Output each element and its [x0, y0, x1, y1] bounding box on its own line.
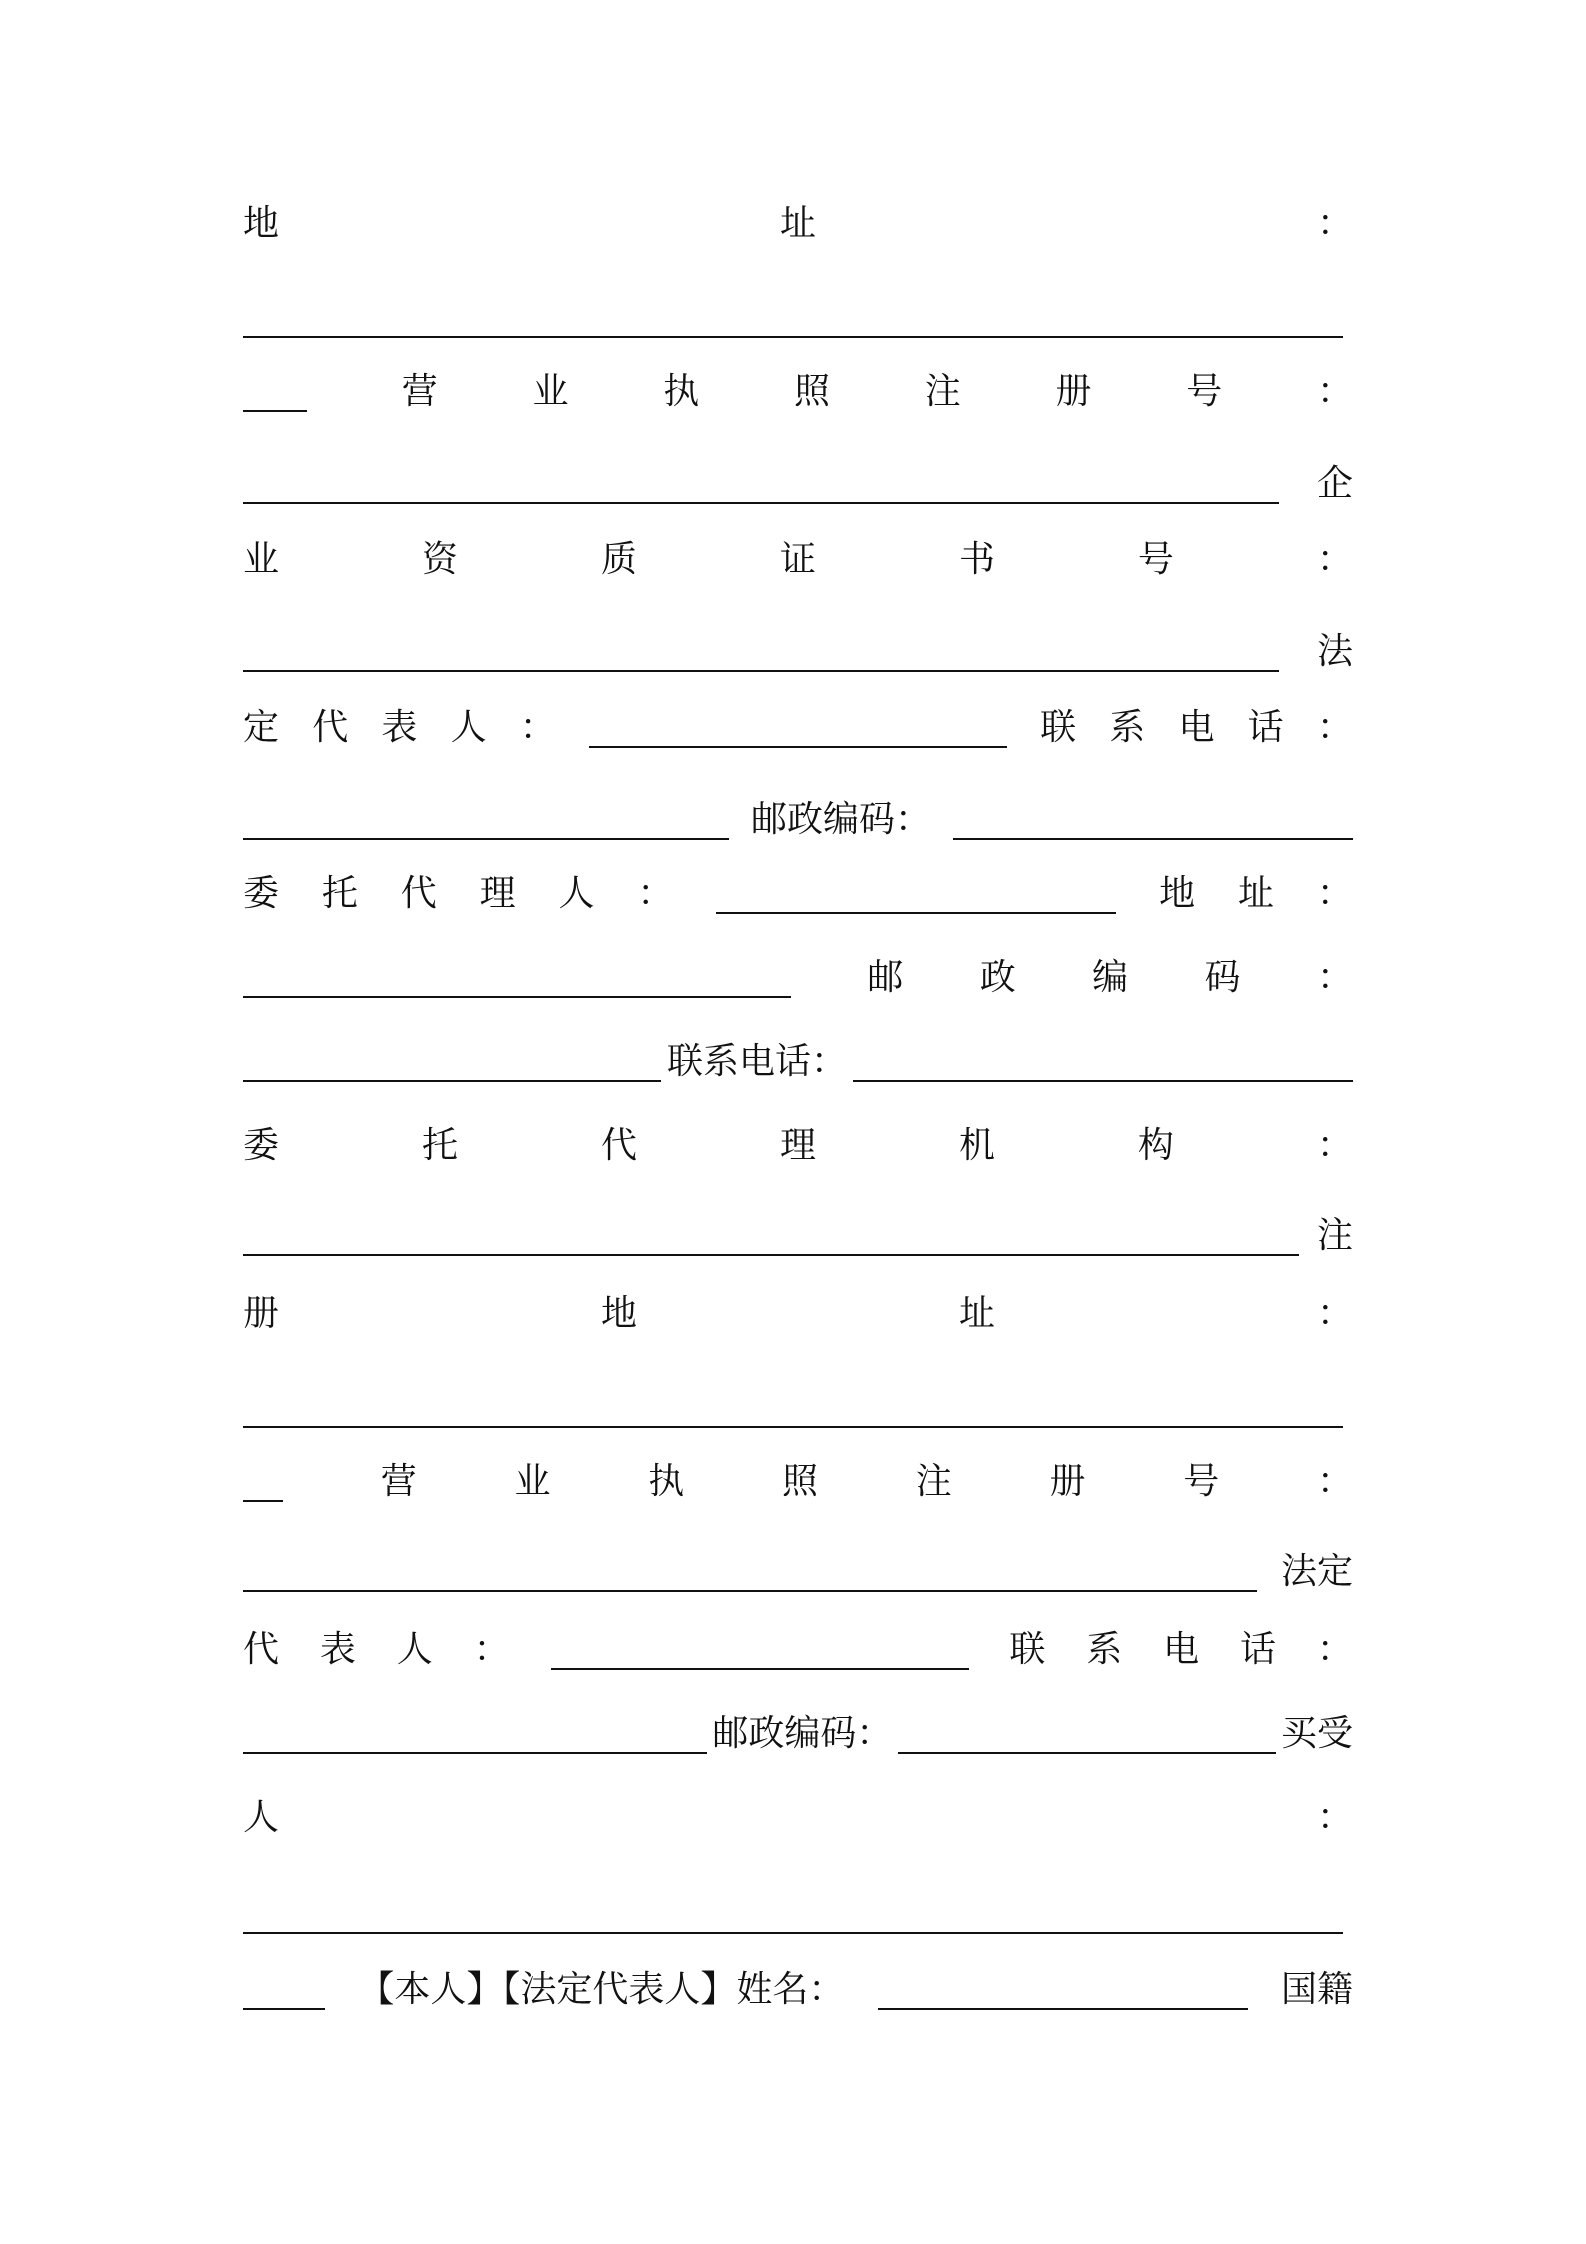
agency-license-colon: ： [1316, 1461, 1353, 1502]
agent-char-5: 人 [558, 873, 595, 914]
agent-post-char-2: 政 [979, 957, 1016, 998]
address-blank[interactable] [243, 330, 1343, 338]
agent-colon: ： [637, 873, 674, 914]
agency-char-6: 构 [1137, 1125, 1174, 1166]
legal-rep-char-1: 定 [243, 707, 280, 748]
agency-license-char-6: 册 [1049, 1461, 1086, 1502]
legal-rep-line [243, 700, 1353, 756]
license-char-2: 业 [532, 371, 569, 412]
qual-char-2: 资 [421, 539, 458, 580]
phone-blank[interactable] [243, 832, 729, 840]
agent-phone-blank[interactable] [853, 1074, 1353, 1082]
agency-blank[interactable] [243, 1248, 1299, 1256]
buyer-name-line [243, 1962, 1353, 2018]
qual-char-3: 质 [600, 539, 637, 580]
agency-phone-colon: ： [1316, 1629, 1353, 1670]
address-blank-line [243, 290, 1353, 346]
legal-rep-char-4: 人 [450, 707, 487, 748]
agency-rep-line [243, 1622, 1353, 1678]
address-char-2: 址 [779, 203, 816, 244]
address-label-line [243, 196, 1353, 252]
agent-post-colon: ： [1316, 957, 1353, 998]
register-char: 注 [1316, 1215, 1353, 1256]
agency-postcode-label: 邮政编码： [712, 1713, 893, 1754]
license-blank-line [243, 456, 1353, 512]
agency-char-1: 委 [243, 1125, 280, 1166]
agency-license-blank-line [243, 1544, 1353, 1600]
reg-address-blank-line [243, 1380, 1353, 1436]
license-char-3: 执 [663, 371, 700, 412]
agency-blank-line [243, 1208, 1353, 1264]
agent-address-char-1: 地 [1159, 873, 1196, 914]
agency-rep-char-2: 表 [319, 1629, 356, 1670]
buyer-name-label: 【本人】【法定代表人】姓名： [358, 1969, 845, 2010]
agency-rep-char-3: 人 [396, 1629, 433, 1670]
agency-license-char-5: 注 [915, 1461, 952, 1502]
phone-char-2: 系 [1109, 707, 1146, 748]
agent-postcode-blank[interactable] [243, 1074, 661, 1082]
reg-address-label-line [243, 1286, 1353, 1342]
reg-address-char-1: 册 [243, 1293, 280, 1334]
agent-post-char-4: 码 [1204, 957, 1241, 998]
agent-char-3: 代 [400, 873, 437, 914]
agent-char-1: 委 [243, 873, 280, 914]
license-blank[interactable] [243, 496, 1279, 504]
agent-address-colon: ： [1316, 873, 1353, 914]
legal-rep-colon: ： [519, 707, 556, 748]
agency-license-line [243, 1454, 1353, 1510]
reg-address-char-3: 址 [958, 1293, 995, 1334]
agent-address-blank[interactable] [243, 990, 791, 998]
address-char-1: 地 [243, 203, 280, 244]
agency-license-char-2: 业 [514, 1461, 551, 1502]
agency-char-3: 代 [600, 1125, 637, 1166]
agency-license-blank[interactable] [243, 1584, 1257, 1592]
phone-char-1: 联 [1040, 707, 1077, 748]
agent-blank[interactable] [716, 906, 1116, 914]
address-blank-tail[interactable] [243, 404, 307, 412]
agent-postcode-line [243, 950, 1353, 1006]
phone-char-3: 电 [1178, 707, 1215, 748]
agent-address-char-2: 址 [1237, 873, 1274, 914]
buyer-person-char: 人 [243, 1797, 280, 1838]
license-char-7: 号 [1186, 371, 1223, 412]
agency-phone-char-4: 话 [1239, 1629, 1276, 1670]
qual-char-4: 证 [779, 539, 816, 580]
agency-char-4: 理 [779, 1125, 816, 1166]
phone-colon: ： [1316, 707, 1353, 748]
legal-rep-char-2: 代 [312, 707, 349, 748]
agent-post-char-3: 编 [1092, 957, 1129, 998]
agent-line [243, 866, 1353, 922]
legal-rep-blank[interactable] [589, 740, 1007, 748]
address-colon: ： [1316, 203, 1353, 244]
buyer-label-line [243, 1790, 1353, 1846]
agency-license-char-4: 照 [781, 1461, 818, 1502]
license-label-line [243, 364, 1353, 420]
agent-phone-label: 联系电话： [666, 1041, 847, 1082]
buyer-blank-tail[interactable] [243, 2002, 325, 2010]
agency-postcode-blank[interactable] [898, 1746, 1276, 1754]
qual-char-1: 业 [243, 539, 280, 580]
license-char-6: 册 [1055, 371, 1092, 412]
license-char-5: 注 [924, 371, 961, 412]
buyer-blank-line [243, 1886, 1353, 1942]
agency-phone-char-3: 电 [1163, 1629, 1200, 1670]
agent-char-4: 理 [479, 873, 516, 914]
agency-label-line [243, 1118, 1353, 1174]
enterprise-char: 企 [1316, 463, 1353, 504]
agency-legal-chars: 法定 [1280, 1551, 1353, 1592]
agency-phone-blank[interactable] [243, 1746, 707, 1754]
reg-address-char-2: 地 [600, 1293, 637, 1334]
qual-char-6: 号 [1137, 539, 1174, 580]
agent-post-char-1: 邮 [867, 957, 904, 998]
agency-phone-char-2: 系 [1086, 1629, 1123, 1670]
license-char-1: 营 [401, 371, 438, 412]
postcode-blank[interactable] [953, 832, 1353, 840]
license-char-4: 照 [793, 371, 830, 412]
phone-char-4: 话 [1247, 707, 1284, 748]
agent-phone-line [243, 1034, 1353, 1090]
buyer-name-blank[interactable] [878, 2002, 1248, 2010]
buyer-blank[interactable] [243, 1926, 1343, 1934]
nationality-chars: 国籍 [1280, 1969, 1353, 2010]
agency-char-5: 机 [958, 1125, 995, 1166]
qual-colon: ： [1316, 539, 1353, 580]
agency-postcode-line [243, 1706, 1353, 1762]
agency-rep-colon: ： [473, 1629, 510, 1670]
qual-char-5: 书 [958, 539, 995, 580]
agency-license-char-7: 号 [1183, 1461, 1220, 1502]
agency-license-char-1: 营 [380, 1461, 417, 1502]
buyer-colon: ： [1316, 1797, 1353, 1838]
agency-rep-char-1: 代 [243, 1629, 280, 1670]
reg-address-blank-tail[interactable] [243, 1494, 283, 1502]
postcode-line [243, 792, 1353, 848]
reg-address-colon: ： [1316, 1293, 1353, 1334]
license-colon: ： [1316, 371, 1353, 412]
agency-char-2: 托 [421, 1125, 458, 1166]
qualification-blank[interactable] [243, 664, 1279, 672]
agency-phone-char-1: 联 [1009, 1629, 1046, 1670]
agent-char-2: 托 [321, 873, 358, 914]
reg-address-blank[interactable] [243, 1420, 1343, 1428]
buyer-chars: 买受 [1280, 1713, 1353, 1754]
agency-colon: ： [1316, 1125, 1353, 1166]
legal-rep-char-3: 表 [381, 707, 418, 748]
postcode-label: 邮政编码： [750, 799, 931, 840]
qualification-blank-line [243, 624, 1353, 680]
qualification-label-line [243, 532, 1353, 588]
agency-license-char-3: 执 [648, 1461, 685, 1502]
legal-char: 法 [1316, 631, 1353, 672]
agency-rep-blank[interactable] [551, 1662, 969, 1670]
